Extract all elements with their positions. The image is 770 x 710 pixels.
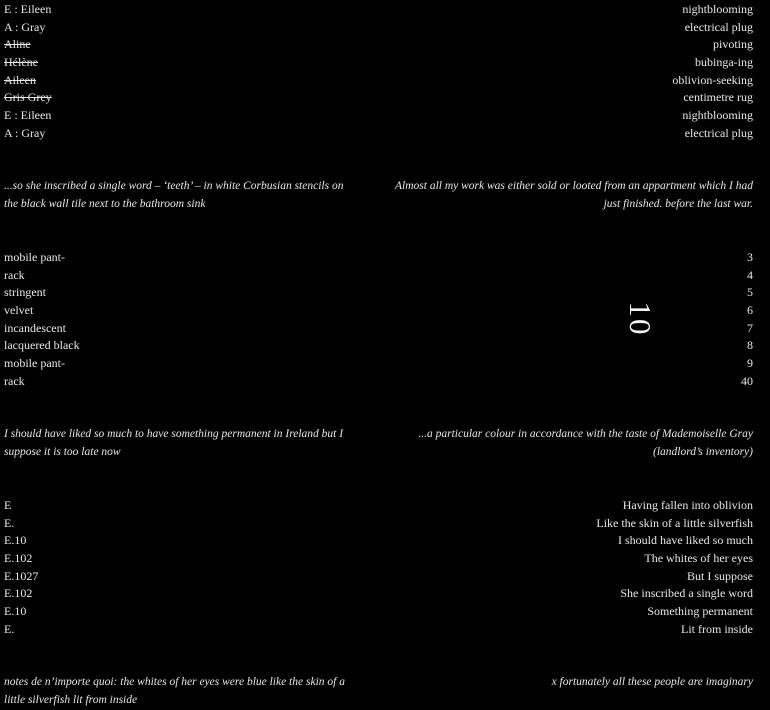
code-item: E.10 xyxy=(4,604,27,619)
word-item: pivoting xyxy=(712,37,753,52)
code-item: E.1027 xyxy=(4,568,39,583)
list-row xyxy=(4,550,753,568)
material-item: rack xyxy=(4,267,25,282)
quote-left: notes de n’importe quoi: the whites of her eyes were blue like the skin of a little silverfish lit from inside xyxy=(4,676,345,706)
word-item: oblivion-seeking xyxy=(672,72,753,87)
code-item: E.10 xyxy=(4,533,27,548)
list-row xyxy=(4,373,753,391)
phrase-item: Like the skin of a little silverfish xyxy=(596,515,753,530)
number-item: 40 xyxy=(741,373,753,388)
material-item: rack xyxy=(4,373,25,388)
name-item: E : Eileen xyxy=(4,108,52,123)
quote-left: ...so she inscribed a single word – ‘teeth’ – in white Corbusian stencils on the black wall tile next to the bathroom sink xyxy=(4,180,344,210)
number-item: 6 xyxy=(747,303,753,318)
phrase-item: But I suppose xyxy=(687,568,753,583)
list-row xyxy=(4,568,753,586)
name-item: A : Gray xyxy=(4,125,46,140)
list-row xyxy=(4,532,753,550)
number-item: 9 xyxy=(747,356,753,371)
phrase-item: I should have liked so much xyxy=(618,533,753,548)
list-row xyxy=(4,1,753,19)
quote-pair-2 xyxy=(4,426,753,461)
phrase-item: Lit from inside xyxy=(681,621,753,636)
material-item: mobile pant- xyxy=(4,356,65,371)
list-row xyxy=(4,107,753,125)
list-row xyxy=(4,125,753,143)
list-row xyxy=(4,337,753,355)
list-row xyxy=(4,72,753,90)
list-row xyxy=(4,36,753,54)
phrase-item: The whites of her eyes xyxy=(644,551,753,566)
big-page-number: 10 xyxy=(623,301,658,337)
number-item: 5 xyxy=(747,285,753,300)
quote-pair-3 xyxy=(4,674,753,709)
number-item: 4 xyxy=(747,267,753,282)
quote-right: ...a particular colour in accordance with the taste of Mademoiselle Gray (landlord’s inventory) xyxy=(418,428,753,458)
list-row xyxy=(4,621,753,639)
code-item: E. xyxy=(4,621,15,636)
list-row xyxy=(4,19,753,37)
list-row xyxy=(4,515,753,533)
phrase-item: Having fallen into oblivion xyxy=(622,498,753,512)
list-row xyxy=(4,89,753,107)
section-names xyxy=(4,1,753,143)
material-item: incandescent xyxy=(4,320,66,335)
code-item: E. xyxy=(4,515,15,530)
phrase-item: Something permanent xyxy=(647,604,753,619)
material-item: stringent xyxy=(4,285,46,300)
code-item: E xyxy=(4,498,12,512)
quote-left: I should have liked so much to have something permanent in Ireland but I suppose it is too late now xyxy=(4,428,344,458)
section-codes xyxy=(4,497,753,639)
quote-right: x fortunately all these people are imaginary xyxy=(551,676,753,688)
number-item: 8 xyxy=(747,338,753,353)
list-row xyxy=(4,267,753,285)
list-row xyxy=(4,497,753,515)
word-item: electrical plug xyxy=(684,125,753,140)
quote-pair-1 xyxy=(4,178,753,213)
material-item: mobile pant- xyxy=(4,250,65,264)
list-row xyxy=(4,249,753,267)
name-item-struck: Gris Grey xyxy=(4,90,52,105)
code-item: E.102 xyxy=(4,551,33,566)
name-item-struck: Hélène xyxy=(4,55,38,70)
list-row xyxy=(4,585,753,603)
word-item: electrical plug xyxy=(684,19,753,34)
number-item: 7 xyxy=(747,320,753,335)
word-item: nightblooming xyxy=(682,2,753,16)
phrase-item: She inscribed a single word xyxy=(620,586,753,601)
word-item: bubinga-ing xyxy=(695,55,753,70)
list-row xyxy=(4,54,753,72)
name-item: E : Eileen xyxy=(4,2,52,16)
list-row xyxy=(4,355,753,373)
word-item: centimetre rug xyxy=(683,90,753,105)
name-item: A : Gray xyxy=(4,19,46,34)
number-item: 3 xyxy=(747,250,753,264)
word-item: nightblooming xyxy=(682,108,753,123)
material-item: velvet xyxy=(4,303,34,318)
quote-right: Almost all my work was either sold or looted from an appartment which I had just finished. before the last war. xyxy=(395,180,753,210)
code-item: E.102 xyxy=(4,586,33,601)
name-item-struck: Aline xyxy=(4,37,31,52)
list-row xyxy=(4,603,753,621)
name-item-struck: Aileen xyxy=(4,72,36,87)
material-item: lacquered black xyxy=(4,338,80,353)
